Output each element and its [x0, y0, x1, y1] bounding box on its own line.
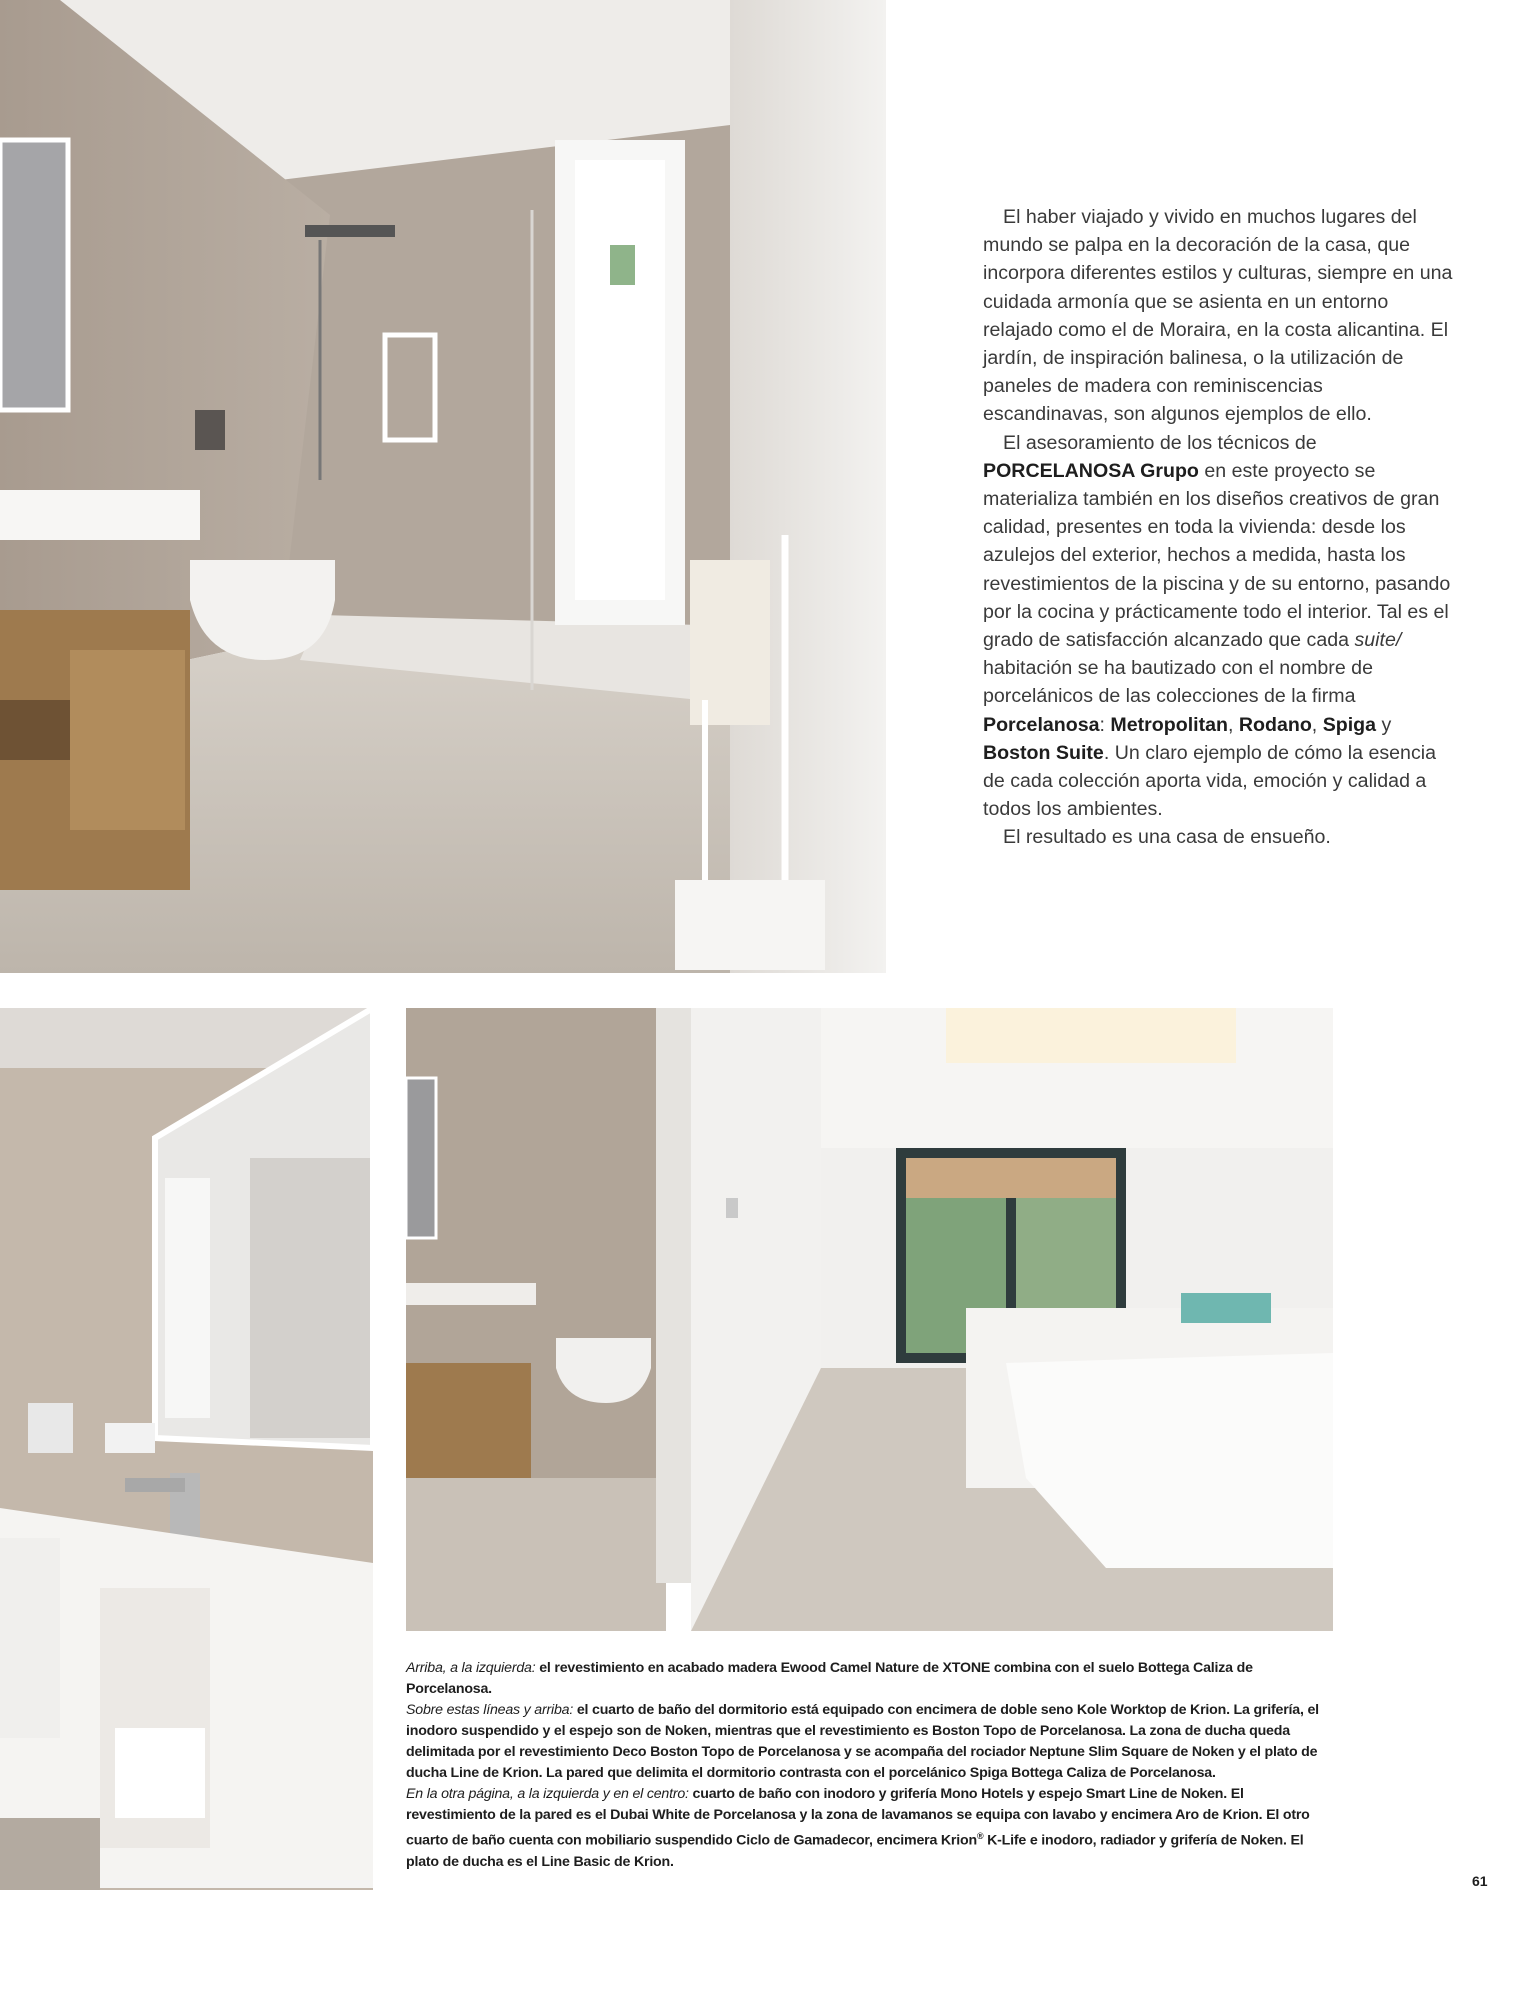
article-paragraph-3-text: El resultado es una casa de ensueño. [1003, 826, 1331, 849]
caption-3 [406, 1784, 1326, 1873]
brand-porcelanosa-grupo: PORCELANOSA Grupo [983, 459, 1199, 482]
photo-captions [406, 1658, 1326, 1873]
article-paragraph-1 [983, 203, 1453, 429]
article-text: : [1099, 713, 1111, 736]
collection-rodano: Rodano [1238, 713, 1312, 736]
article-text: . Un claro ejemplo de cómo la esencia de cada colección aporta vida, emoción y calidad a todos los ambientes. [983, 741, 1437, 821]
article-text: habitación se ha bautizado con el nombre de porcelánicos de las colecciones de la firma [983, 657, 1373, 708]
article-paragraph-3 [983, 823, 1453, 851]
caption-2-text: el cuarto de baño del dormitorio está equipado con encimera de doble seno Kole Worktop de Krion. La grifería, el inodoro suspendido y el espejo son de Noken, mientras que el revestimiento es Boston Topo de Porcelanosa. La zona de ducha queda delimitada por el revestimiento Deco Boston Topo de Porcelanosa y se acompaña del rociador Neptune Slim Square de Noken y el plato de ducha Line de Krion. La pared que delimita el dormitorio contrasta con el porcelánico Spiga Bottega Caliza de Porcelanosa. [406, 1702, 1319, 1781]
caption-2 [406, 1700, 1326, 1784]
photo-bathroom-washbasin [0, 1008, 373, 1890]
collection-boston-suite: Boston Suite [983, 741, 1104, 764]
article-text: en este proyecto se materializa también en los diseños creativos de gran calidad, presentes en toda la vivienda: desde los azulejos del exterior, hechos a medida, hasta los revestimientos de la piscina y de su entorno, pasando por la cocina y prácticamente todo el interior. Tal es el grado de satisfacción alcanzado que cada [983, 459, 1451, 652]
article-text: y [1376, 713, 1392, 736]
article-text: , [1227, 713, 1239, 736]
caption-1 [406, 1658, 1326, 1700]
page-number: 61 [1472, 1873, 1488, 1889]
article-text: , [1311, 713, 1323, 736]
brand-porcelanosa: Porcelanosa [983, 713, 1100, 736]
article-paragraph-1-text: El haber viajado y vivido en muchos lugares del mundo se palpa en la decoración de la casa, que incorpora diferentes estilos y culturas, siempre en una cuidada armonía que se asienta en un entorno relajado como el de Moraira, en la costa alicantina. El jardín, de inspiración balinesa, o la utilización de paneles de madera con reminiscencias escandinavas, son algunos ejemplos de ello. [983, 206, 1453, 426]
collection-spiga: Spiga [1322, 713, 1377, 736]
article-italic-suite: suite/ [1354, 629, 1402, 652]
registered-mark: ® [976, 1831, 984, 1841]
caption-2-lead: Sobre estas líneas y arriba: [406, 1702, 574, 1718]
caption-3-lead: En la otra página, a la izquierda y en el centro: [406, 1786, 689, 1802]
caption-3-text-end: K-Life e inodoro, radiador y grifería de Noken. El plato de ducha es el Line Basic de Krion. [406, 1832, 1304, 1870]
collection-metropolitan: Metropolitan [1110, 713, 1228, 736]
article-paragraph-2 [983, 429, 1453, 824]
photo-bathroom-shower [0, 0, 886, 973]
article-body [983, 203, 1453, 852]
article-text: El asesoramiento de los técnicos de [1003, 431, 1317, 454]
caption-1-text: el revestimiento en acabado madera Ewood Camel Nature de XTONE combina con el suelo Bottega Caliza de Porcelanosa. [406, 1660, 1253, 1697]
photo-bedroom-ensuite [406, 1008, 1333, 1631]
caption-1-lead: Arriba, a la izquierda: [406, 1660, 536, 1676]
caption-3-text: cuarto de baño con inodoro y grifería Mono Hotels y espejo Smart Line de Noken. El revestimiento de la pared es el Dubai White de Porcelanosa y la zona de lavamanos se equipa con lavabo y encimera Aro de Krion. El otro cuarto de baño cuenta con mobiliario suspendido Ciclo de Gamadecor, encimera Krion [406, 1786, 1310, 1849]
